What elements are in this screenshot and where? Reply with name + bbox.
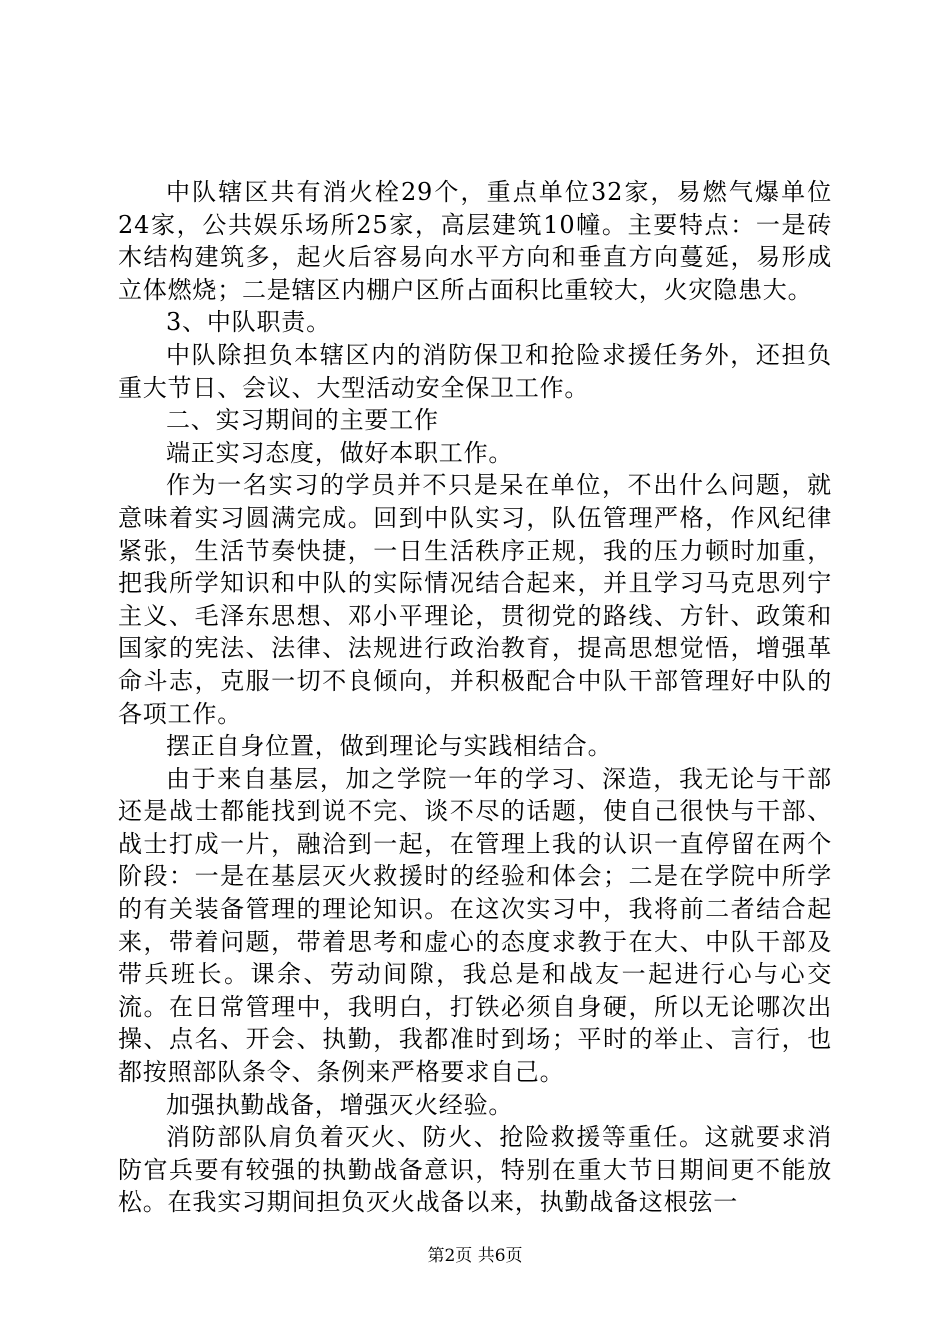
paragraph-attitude-heading: 端正实习态度，做好本职工作。 [166, 438, 514, 467]
document-body [118, 176, 832, 1219]
paragraph-duty-content: 中队除担负本辖区内的消防保卫和抢险求援任务外，还担负重大节日、会议、大型活动安全保卫工作。 [118, 340, 832, 402]
paragraph-readiness-content: 消防部队肩负着灭火、防火、抢险救援等重任。这就要求消防官兵要有较强的执勤战备意识，特别在重大节日期间更不能放松。在我实习期间担负灭火战备以来，执勤战备这根弦一 [118, 1123, 832, 1217]
section-heading-main-work: 二、实习期间的主要工作 [166, 406, 439, 435]
paragraph-position-content: 由于来自基层，加之学院一年的学习、深造，我无论与干部还是战士都能找到说不完、谈不尽的话题，使自己很快与干部、战士打成一片，融洽到一起，在管理上我的认识一直停留在两个阶段：一是在基层灭火救援时的经验和体会；二是在学院中所学的有关装备管理的理论知识。在这次实习中，我将前二者结合起来，带着问题，带着思考和虚心的态度求教于在大、中队干部及带兵班长。课余、劳动间隙，我总是和战友一起进行心与心交流。在日常管理中，我明白，打铁必须自身硬，所以无论哪次出操、点名、开会、执勤，我都准时到场；平时的举止、言行，也都按照部队条令、条例来严格要求自己。 [118, 764, 832, 1087]
paragraph-district-overview: 中队辖区共有消火栓29个，重点单位32家，易燃气爆单位24家，公共娱乐场所25家，高层建筑10幢。主要特点：一是砖木结构建筑多，起火后容易向水平方向和垂直方向蔓延，易形成立体燃烧；二是辖区内棚户区所占面积比重较大，火灾隐患大。 [118, 178, 832, 304]
paragraph-duty-heading: 3、中队职责。 [166, 308, 331, 337]
paragraph-position-heading: 摆正自身位置，做到理论与实践相结合。 [166, 732, 613, 761]
paragraph-attitude-content: 作为一名实习的学员并不只是呆在单位，不出什么问题，就意味着实习圆满完成。回到中队实习，队伍管理严格，作风纪律紧张，生活节奏快捷，一日生活秩序正规，我的压力顿时加重，把我所学知识和中队的实际情况结合起来，并且学习马克思列宁主义、毛泽东思想、邓小平理论，贯彻党的路线、方针、政策和国家的宪法、法律、法规进行政治教育，提高思想觉悟，增强革命斗志，克服一切不良倾向，并积极配合中队干部管理好中队的各项工作。 [118, 471, 832, 728]
page-number-label: 第2页 共6页 [427, 1246, 523, 1266]
page-footer [0, 1241, 950, 1266]
paragraph-readiness-heading: 加强执勤战备，增强灭火经验。 [166, 1090, 514, 1119]
